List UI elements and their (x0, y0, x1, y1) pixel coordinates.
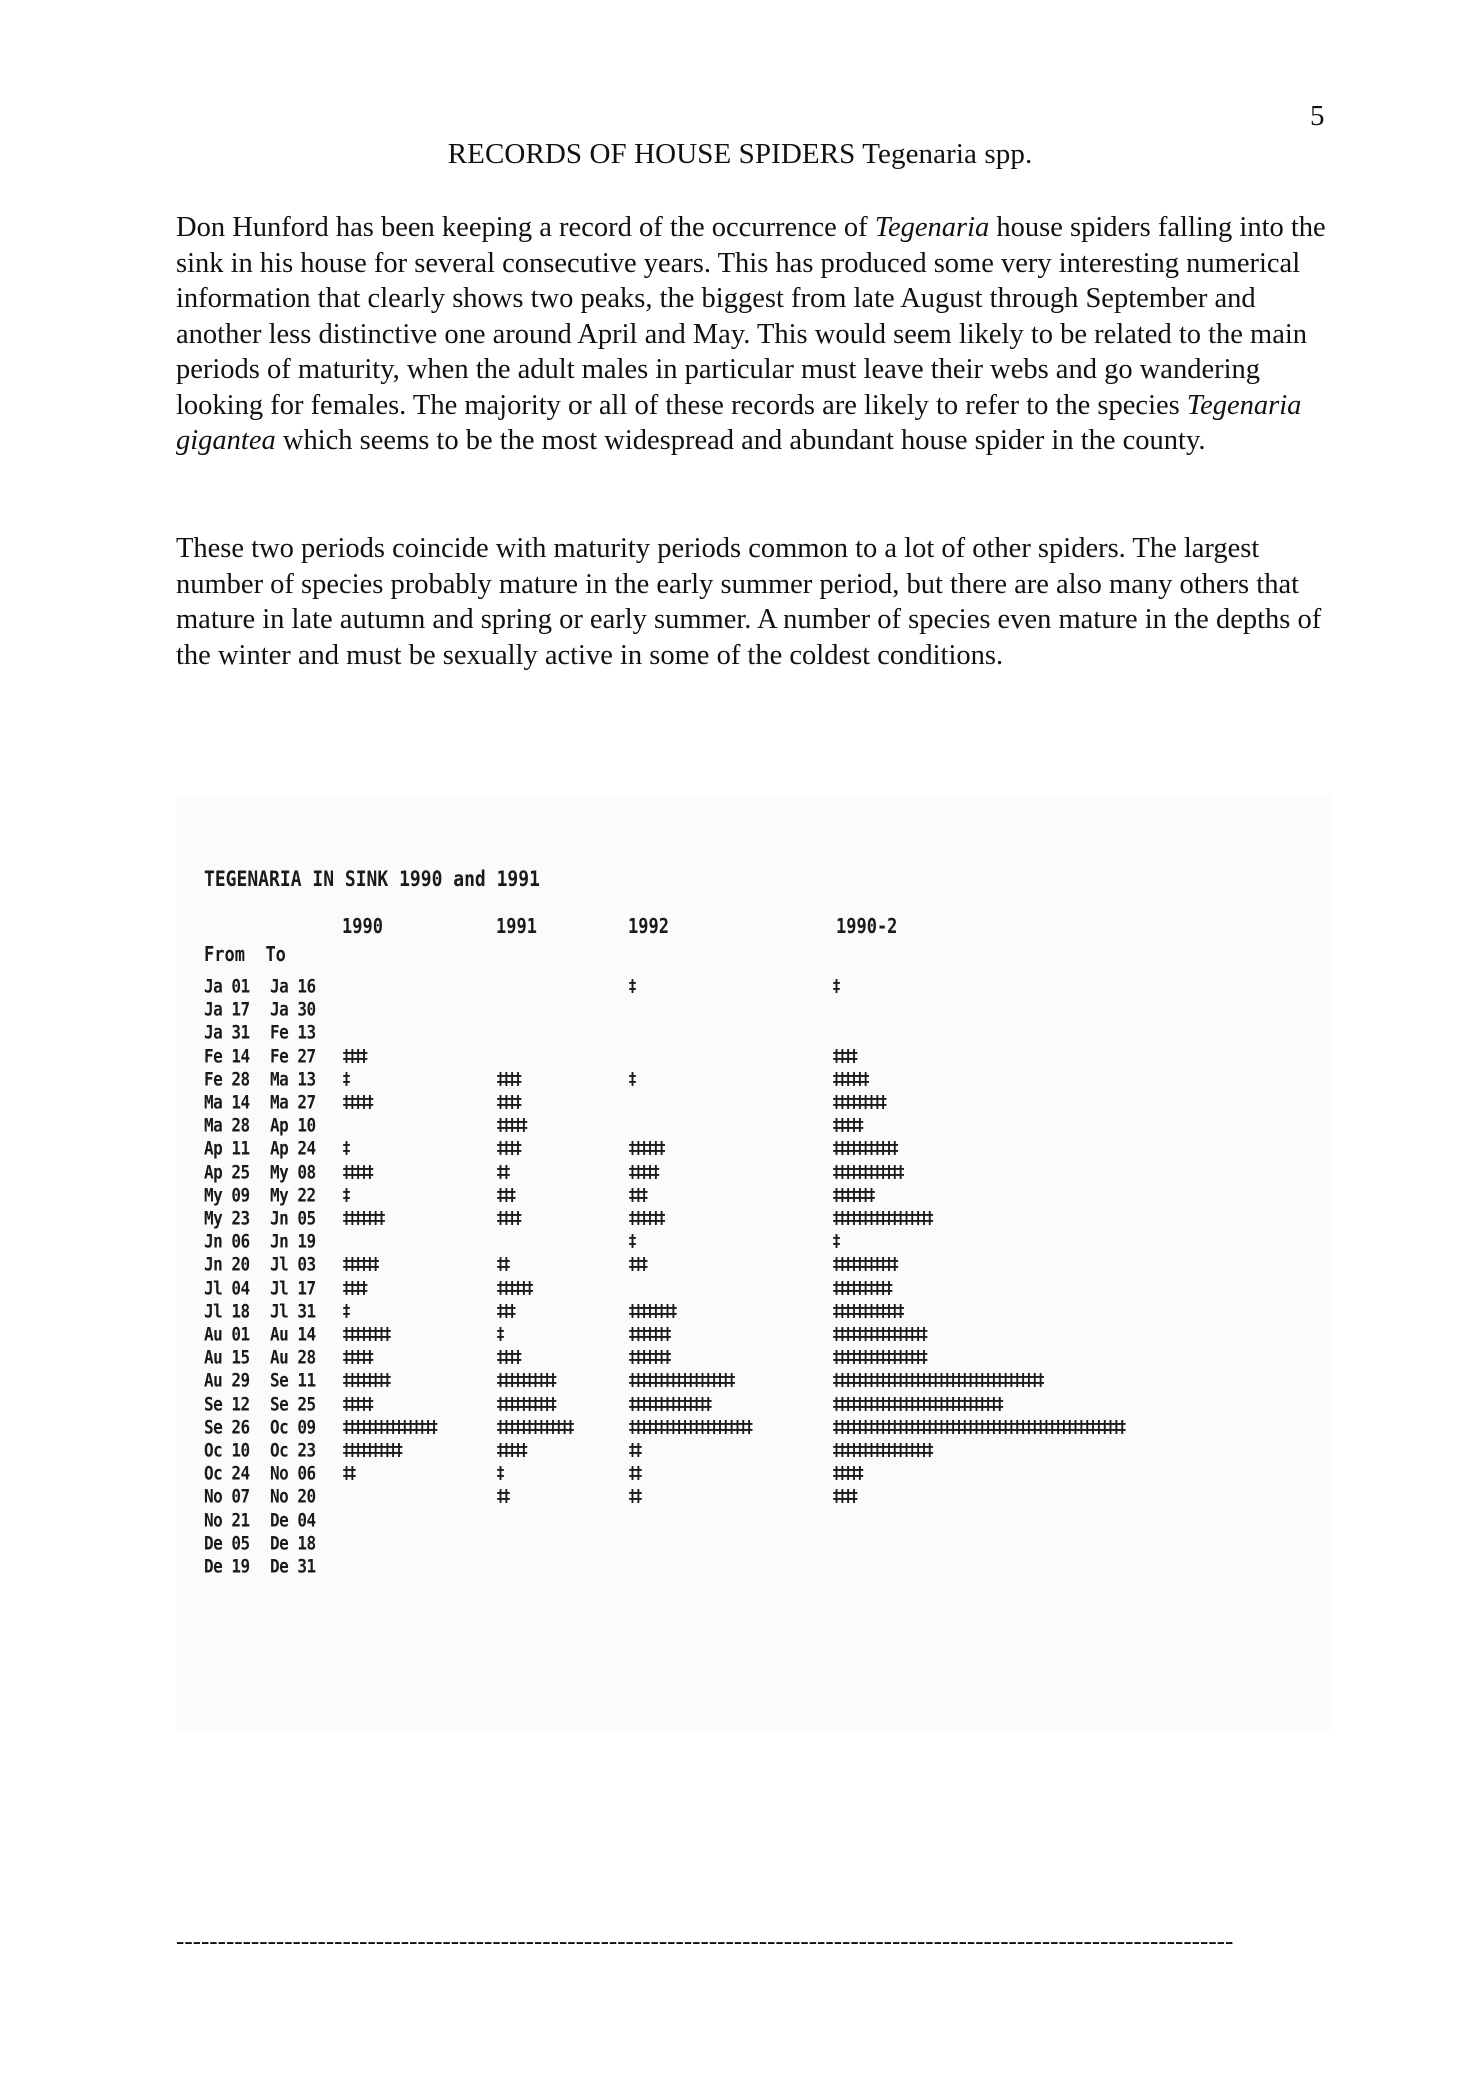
table-row (176, 1344, 1332, 1367)
tally-1990: ‡‡‡‡‡‡‡‡‡‡‡‡‡‡‡‡ (342, 1416, 436, 1437)
period-to: Ap 10 (270, 1114, 316, 1137)
tally-1990-2: ‡‡‡‡‡‡‡‡‡‡‡ (832, 1253, 897, 1275)
column-header-1992: 1992 (628, 915, 669, 939)
period-to: My 08 (270, 1160, 316, 1183)
tally-1990-2: ‡‡‡‡‡‡‡‡‡‡‡‡‡‡‡‡‡‡‡‡‡‡‡‡‡‡‡‡‡‡‡‡‡‡‡‡‡‡‡‡‡‡‡‡‡‡‡‡‡‡ (832, 1416, 1124, 1437)
page-title: RECORDS OF HOUSE SPIDERS Tegenaria spp. (447, 138, 1033, 170)
tally-1990: ‡‡‡‡ (342, 1276, 366, 1298)
from-to-header (204, 943, 286, 967)
tally-1992: ‡‡‡‡‡‡ (628, 1137, 663, 1159)
column-header-1990-2: 1990-2 (836, 915, 898, 939)
tally-1992: ‡‡‡‡‡‡‡ (628, 1346, 669, 1368)
figure-title: TEGENARIA IN SINK 1990 and 1991 (204, 867, 540, 893)
column-header-1990: 1990 (342, 915, 383, 939)
tally-1990-2: ‡‡‡‡‡‡‡‡‡‡‡‡‡‡‡‡‡ (832, 1207, 932, 1228)
tally-1992: ‡‡ (628, 1462, 640, 1484)
intro-text-e: which seems to be the most widespread and abundant house spider in the county. (275, 425, 1206, 456)
period-to: Ma 27 (270, 1091, 316, 1114)
period-from: Jl 04 (204, 1276, 250, 1299)
table-row (176, 1483, 1332, 1506)
tally-1992: ‡‡ (628, 1485, 640, 1507)
tally-1991: ‡‡‡‡‡‡‡‡‡‡ (496, 1369, 555, 1391)
tally-1992: ‡‡‡‡‡ (628, 1160, 658, 1182)
period-to: Oc 09 (270, 1416, 316, 1438)
tally-1990-2: ‡‡‡‡‡‡‡‡‡‡‡‡‡‡‡‡‡‡‡‡‡‡‡‡‡‡‡‡‡ (832, 1392, 1002, 1414)
tally-1990-2: ‡‡‡‡‡‡‡‡‡‡‡‡ (832, 1160, 902, 1182)
period-from: Ap 25 (204, 1160, 250, 1183)
tally-1990-2: ‡‡‡‡‡‡‡‡‡‡‡‡ (832, 1300, 902, 1321)
period-to: Au 14 (270, 1323, 316, 1346)
period-to: Jn 19 (270, 1230, 316, 1253)
table-row (176, 1437, 1332, 1460)
tally-1991: ‡‡‡‡ (496, 1068, 520, 1089)
period-to: Jn 05 (270, 1207, 316, 1230)
table-row (176, 1298, 1332, 1321)
period-from: Jn 20 (204, 1253, 250, 1276)
intro-paragraph (176, 210, 1346, 459)
period-from: Jl 18 (204, 1300, 250, 1322)
tally-1991: ‡‡ (496, 1485, 508, 1507)
period-to: My 22 (270, 1184, 316, 1206)
tally-1991: ‡ (496, 1462, 502, 1484)
period-from: Se 12 (204, 1392, 250, 1415)
tally-1990-2: ‡‡‡‡‡ (832, 1114, 862, 1136)
period-to: Ap 24 (270, 1137, 316, 1160)
period-from: No 07 (204, 1485, 250, 1508)
intro-text-a: Don Hunford has been keeping a record of the occurrence of (176, 212, 875, 243)
tally-1992: ‡‡‡‡‡‡‡‡‡‡‡‡‡‡ (628, 1392, 710, 1414)
table-row (176, 1205, 1332, 1228)
tally-1990-2: ‡‡‡‡‡‡‡‡‡‡ (832, 1276, 891, 1298)
period-from: My 23 (204, 1207, 250, 1230)
tally-1990-2: ‡ (832, 1230, 838, 1252)
table-row (176, 1414, 1332, 1437)
tally-1990: ‡ (342, 1184, 348, 1205)
tally-1991: ‡‡‡‡ (496, 1346, 520, 1368)
tally-1992: ‡ (628, 975, 634, 996)
tally-1991: ‡‡‡‡ (496, 1207, 520, 1228)
to-label: To (265, 943, 286, 967)
tally-1990-2: ‡‡‡‡‡ (832, 1462, 862, 1484)
tally-1992: ‡‡‡‡‡‡ (628, 1207, 663, 1228)
tally-1990-2: ‡‡‡‡‡‡‡‡‡‡‡‡‡‡‡‡ (832, 1346, 926, 1368)
tally-1991: ‡‡‡‡‡‡‡‡‡‡ (496, 1392, 555, 1414)
tally-1990: ‡‡‡‡‡‡ (342, 1253, 377, 1275)
period-from: Ja 01 (204, 975, 250, 998)
tally-1991: ‡‡‡‡‡ (496, 1114, 526, 1136)
table-row (176, 1251, 1332, 1274)
tally-1991: ‡‡‡ (496, 1184, 514, 1205)
table-row (176, 1135, 1332, 1158)
tally-1990: ‡‡‡‡‡ (342, 1160, 372, 1182)
period-to: De 04 (270, 1508, 316, 1531)
tally-1992: ‡‡‡‡‡‡‡ (628, 1323, 669, 1344)
tally-1990: ‡‡‡‡‡ (342, 1392, 372, 1414)
table-row (176, 1089, 1332, 1112)
tally-1990-2: ‡‡‡‡ (832, 1044, 856, 1066)
period-to: De 18 (270, 1532, 316, 1554)
tally-1991: ‡ (496, 1323, 502, 1344)
tally-1992: ‡‡‡‡‡‡‡‡‡‡‡‡‡‡‡‡‡‡ (628, 1369, 733, 1391)
period-to: No 20 (270, 1485, 316, 1508)
tally-1992: ‡‡ (628, 1439, 640, 1460)
period-from: Fe 14 (204, 1044, 250, 1067)
period-to: Fe 13 (270, 1021, 316, 1044)
tally-1990: ‡‡‡‡ (342, 1044, 366, 1066)
period-to: No 06 (270, 1462, 316, 1485)
table-row (176, 1182, 1332, 1205)
period-to: Se 25 (270, 1392, 316, 1415)
tally-1991: ‡‡‡ (496, 1300, 514, 1321)
tally-1991: ‡‡‡‡ (496, 1137, 520, 1159)
tally-1991: ‡‡‡‡ (496, 1091, 520, 1112)
tally-1990-2: ‡ (832, 975, 838, 996)
period-to: Ja 30 (270, 998, 316, 1021)
table-row (176, 1275, 1332, 1298)
period-from: Au 29 (204, 1369, 250, 1392)
tally-1991: ‡‡ (496, 1253, 508, 1275)
page-number: 5 (1310, 100, 1325, 132)
tally-1990-2: ‡‡‡‡‡‡‡‡‡‡‡‡‡‡‡‡‡ (832, 1439, 932, 1460)
period-from: Fe 28 (204, 1068, 250, 1090)
genus-name: Tegenaria (874, 212, 990, 243)
table-row (176, 973, 1332, 996)
period-from: Ja 31 (204, 1021, 250, 1044)
tally-1991: ‡‡‡‡‡ (496, 1439, 526, 1460)
tally-1991: ‡‡ (496, 1160, 508, 1182)
tally-1991: ‡‡‡‡‡‡ (496, 1276, 531, 1298)
tally-1992: ‡‡‡‡‡‡‡‡‡‡‡‡‡‡‡‡‡‡‡‡‡ (628, 1416, 751, 1437)
table-row (176, 1530, 1332, 1553)
table-row (176, 1043, 1332, 1066)
period-to: Jl 17 (270, 1276, 316, 1299)
species-name: Tegenaria gigantea (176, 389, 1302, 456)
tally-1990-2: ‡‡‡‡‡‡‡‡‡ (832, 1091, 885, 1112)
tally-1990: ‡ (342, 1068, 348, 1089)
tally-1990: ‡‡‡‡‡‡‡‡‡‡ (342, 1439, 401, 1460)
sink-records-figure (176, 795, 1332, 1730)
table-row (176, 1019, 1332, 1042)
tally-1990-2: ‡‡‡‡‡‡‡‡‡‡‡‡‡‡‡‡ (832, 1323, 926, 1344)
tally-1990: ‡‡‡‡‡‡‡ (342, 1207, 383, 1228)
tally-1990: ‡‡‡‡‡‡‡‡ (342, 1369, 389, 1391)
tally-1990: ‡‡‡‡‡ (342, 1346, 372, 1368)
column-header-1991: 1991 (496, 915, 537, 939)
table-row (176, 1367, 1332, 1390)
period-to: Oc 23 (270, 1439, 316, 1462)
period-from: Oc 24 (204, 1462, 250, 1485)
period-from: My 09 (204, 1184, 250, 1206)
period-from: No 21 (204, 1508, 250, 1531)
tally-1990: ‡ (342, 1137, 348, 1159)
table-row (176, 1112, 1332, 1135)
tally-1990: ‡‡ (342, 1462, 354, 1484)
period-from: Ap 11 (204, 1137, 250, 1160)
period-to: De 31 (270, 1555, 316, 1578)
period-to: Ja 16 (270, 975, 316, 998)
period-from: De 05 (204, 1532, 250, 1554)
tally-1992: ‡ (628, 1230, 634, 1252)
tally-1992: ‡ (628, 1068, 634, 1089)
period-from: De 19 (204, 1555, 250, 1578)
tally-1992: ‡‡‡ (628, 1253, 646, 1275)
tally-1990-2: ‡‡‡‡‡‡‡‡‡‡‡ (832, 1137, 897, 1159)
period-from: Ma 14 (204, 1091, 250, 1114)
tally-1991: ‡‡‡‡‡‡‡‡‡‡‡‡‡ (496, 1416, 572, 1437)
period-from: Au 15 (204, 1346, 250, 1369)
tally-1992: ‡‡‡‡‡‡‡‡ (628, 1300, 675, 1321)
table-row (176, 1507, 1332, 1530)
tally-1990-2: ‡‡‡‡‡‡ (832, 1068, 867, 1089)
period-to: Fe 27 (270, 1044, 316, 1067)
table-row (176, 1066, 1332, 1089)
period-from: Se 26 (204, 1416, 250, 1438)
period-from: Ja 17 (204, 998, 250, 1021)
tally-1990: ‡ (342, 1300, 348, 1321)
period-to: Ma 13 (270, 1068, 316, 1090)
period-to: Se 11 (270, 1369, 316, 1392)
separator-line: ------------------------------------------------------------------------------------------------------------------------------- (176, 1928, 1234, 1955)
maturity-paragraph: These two periods coincide with maturity periods common to a lot of other spiders. The largest number of species probably mature in the early summer period, but there are also many others that mature in late autumn and spring or early summer. A number of species even mature in the depths of the winter and must be sexually active in some of the coldest conditions. (176, 533, 1322, 671)
tally-1990: ‡‡‡‡‡ (342, 1091, 372, 1112)
table-row (176, 1553, 1332, 1576)
table-row (176, 996, 1332, 1019)
from-label: From (204, 943, 245, 967)
tally-1990-2: ‡‡‡‡ (832, 1485, 856, 1507)
period-to: Jl 31 (270, 1300, 316, 1322)
table-row (176, 1391, 1332, 1414)
table-row (176, 1460, 1332, 1483)
intro-text-c: house spiders falling into the sink in his house for several consecutive years. This has produced some very interesting numerical information that clearly shows two peaks, the biggest from late August through September and another less distinctive one around April and May. This would seem likely to be related to the main periods of maturity, when the adult males in particular must leave their webs and go wandering looking for females. The majority or all of these records are likely to refer to the species (176, 212, 1326, 421)
tally-1990: ‡‡‡‡‡‡‡‡ (342, 1323, 389, 1344)
period-to: Jl 03 (270, 1253, 316, 1276)
table-row (176, 1321, 1332, 1344)
tally-1990-2: ‡‡‡‡‡‡‡‡‡‡‡‡‡‡‡‡‡‡‡‡‡‡‡‡‡‡‡‡‡‡‡‡‡‡‡‡ (832, 1369, 1042, 1391)
period-from: Ma 28 (204, 1114, 250, 1137)
period-from: Oc 10 (204, 1439, 250, 1462)
period-to: Au 28 (270, 1346, 316, 1369)
tally-1990-2: ‡‡‡‡‡‡‡ (832, 1184, 873, 1205)
tally-1992: ‡‡‡ (628, 1184, 646, 1205)
table-row (176, 1228, 1332, 1251)
period-from: Au 01 (204, 1323, 250, 1346)
table-row (176, 1159, 1332, 1182)
period-from: Jn 06 (204, 1230, 250, 1253)
